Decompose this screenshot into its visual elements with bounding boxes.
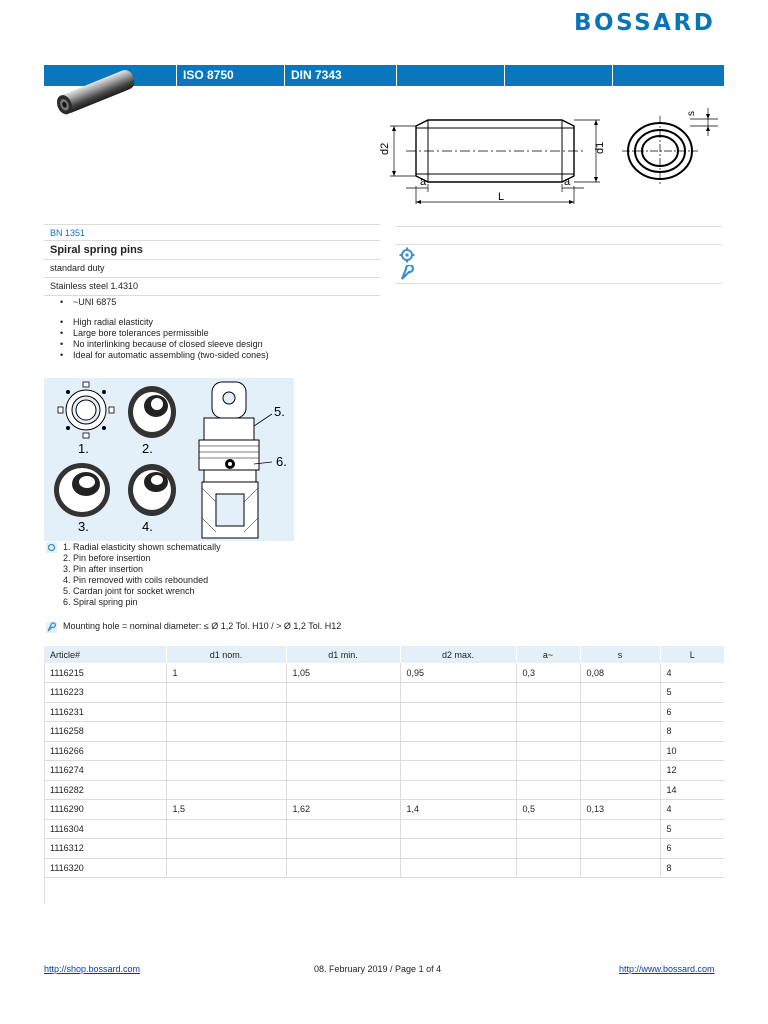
gear-icon [46, 542, 57, 553]
figure-label-2: 2. [142, 441, 153, 456]
cell-d1-min [286, 741, 400, 761]
feature-item: • High radial elasticity [60, 317, 269, 328]
cell-s [580, 683, 660, 703]
cell-a [516, 839, 580, 859]
cell-article: 1116312 [44, 839, 166, 859]
cell-d1-min [286, 683, 400, 703]
cell-s [580, 858, 660, 878]
cell-d2-max [400, 858, 516, 878]
cell-article: 1116304 [44, 819, 166, 839]
cell-d2-max [400, 683, 516, 703]
pin-side-drawing [376, 100, 616, 212]
cell-l: 5 [660, 819, 724, 839]
cell-d1-nom [166, 858, 286, 878]
spring-pin-photo [48, 62, 144, 122]
cell-d2-max [400, 741, 516, 761]
cell-article: 1116274 [44, 761, 166, 781]
table-left-border [44, 663, 45, 903]
table-row [44, 819, 724, 839]
table-row [44, 741, 724, 761]
table-row [44, 663, 724, 683]
standard-din: DIN 7343 [284, 65, 392, 86]
cell-l: 8 [660, 858, 724, 878]
note-item: 6. Spiral spring pin [63, 597, 138, 607]
col-a: a~ [516, 646, 580, 663]
cell-article: 1116258 [44, 722, 166, 742]
cell-s [580, 761, 660, 781]
note-item: 5. Cardan joint for socket wrench [63, 586, 195, 596]
note-item: 2. Pin before insertion [63, 553, 151, 563]
product-subtitle: standard duty [44, 260, 380, 278]
dim-a-right-label: a [564, 176, 571, 188]
wrench-icon [46, 622, 57, 633]
wrench-icon [399, 265, 415, 281]
table-row [44, 761, 724, 781]
cell-d1-min [286, 780, 400, 800]
cell-a: 0,5 [516, 800, 580, 820]
cell-d1-nom [166, 741, 286, 761]
footer-right [619, 964, 715, 974]
cell-l: 6 [660, 702, 724, 722]
feature-item: • Ideal for automatic assembling (two-sided cones) [60, 350, 269, 361]
article-table [44, 646, 724, 878]
cell-s [580, 839, 660, 859]
cell-d1-min [286, 839, 400, 859]
standard-empty-3 [396, 65, 504, 86]
cell-d2-max [400, 702, 516, 722]
cell-d2-max [400, 780, 516, 800]
cell-a [516, 858, 580, 878]
table-row [44, 722, 724, 742]
cell-l: 5 [660, 683, 724, 703]
cell-s [580, 819, 660, 839]
standard-empty-5 [612, 65, 724, 86]
cell-d2-max [400, 819, 516, 839]
cell-article: 1116282 [44, 780, 166, 800]
cell-a [516, 722, 580, 742]
product-code: BN 1351 [44, 224, 380, 241]
feature-item: • No interlinking because of closed sleeve design [60, 339, 269, 350]
dim-a-left-label: a [420, 176, 427, 188]
dim-d2-label: d2 [379, 142, 391, 155]
cell-d2-max [400, 761, 516, 781]
gear-icon [399, 247, 415, 263]
standard-iso: ISO 8750 [176, 65, 284, 86]
cell-d1-min [286, 702, 400, 722]
cell-d2-max [400, 839, 516, 859]
cell-l: 10 [660, 741, 724, 761]
product-info [44, 224, 380, 296]
cell-d1-nom: 1 [166, 663, 286, 683]
table-row [44, 702, 724, 722]
cell-a [516, 819, 580, 839]
standards-bar [44, 65, 724, 86]
mounting-note: Mounting hole = nominal diameter: ≤ Ø 1,2 Tol. H10 / > Ø 1,2 Tol. H12 [63, 621, 342, 631]
cell-article: 1116223 [44, 683, 166, 703]
product-material: Stainless steel 1.4310 [44, 278, 380, 296]
cell-d1-min [286, 858, 400, 878]
cell-d1-nom [166, 761, 286, 781]
standard-ref-list [60, 297, 116, 308]
website-link[interactable]: http://www.bossard.com [619, 964, 715, 974]
col-l: L [660, 646, 724, 663]
cell-s [580, 702, 660, 722]
note-item: 4. Pin removed with coils rebounded [63, 575, 209, 585]
cell-d1-nom: 1,5 [166, 800, 286, 820]
table-header-row [44, 646, 724, 663]
cell-d2-max: 1,4 [400, 800, 516, 820]
note-item: 3. Pin after insertion [63, 564, 144, 574]
col-d1-nom: d1 nom. [166, 646, 286, 663]
property-icons-box [396, 226, 722, 284]
cell-d1-nom [166, 702, 286, 722]
cell-article: 1116215 [44, 663, 166, 683]
cell-d1-min [286, 819, 400, 839]
cell-d1-nom [166, 839, 286, 859]
cell-a [516, 741, 580, 761]
note-item: 1. Radial elasticity shown schematically [63, 542, 221, 552]
feature-list [60, 317, 269, 361]
feature-item: • Large bore tolerances permissible [60, 328, 269, 339]
standard-empty-4 [504, 65, 612, 86]
col-d2-max: d2 max. [400, 646, 516, 663]
footer-left [44, 964, 140, 974]
cell-d1-min: 1,05 [286, 663, 400, 683]
figure-label-5: 5. [274, 404, 285, 419]
cell-a [516, 761, 580, 781]
cell-s: 0,08 [580, 663, 660, 683]
table-row [44, 780, 724, 800]
cell-article: 1116231 [44, 702, 166, 722]
cell-s [580, 722, 660, 742]
application-figure [44, 378, 294, 541]
cell-a: 0,3 [516, 663, 580, 683]
cell-article: 1116320 [44, 858, 166, 878]
cell-d2-max [400, 722, 516, 742]
pin-end-drawing [620, 100, 724, 190]
cell-l: 6 [660, 839, 724, 859]
table-row [44, 839, 724, 859]
cell-d1-nom [166, 683, 286, 703]
product-title: Spiral spring pins [44, 241, 380, 260]
cell-d2-max: 0,95 [400, 663, 516, 683]
dim-l-label: L [498, 191, 505, 203]
cell-s [580, 780, 660, 800]
cell-d1-min [286, 722, 400, 742]
cell-l: 12 [660, 761, 724, 781]
cell-l: 14 [660, 780, 724, 800]
cell-d1-min: 1,62 [286, 800, 400, 820]
col-s: s [580, 646, 660, 663]
cell-d1-nom [166, 819, 286, 839]
cell-s: 0,13 [580, 800, 660, 820]
col-d1-min: d1 min. [286, 646, 400, 663]
cell-a [516, 683, 580, 703]
table-row [44, 800, 724, 820]
dim-d1-label: d1 [594, 141, 606, 154]
dim-s-label: s [686, 111, 697, 116]
cell-s [580, 741, 660, 761]
standard-ref: • ~UNI 6875 [60, 297, 116, 308]
shop-link[interactable]: http://shop.bossard.com [44, 964, 141, 974]
cell-l: 8 [660, 722, 724, 742]
bossard-logo: BOSSARD [574, 10, 716, 36]
cell-d1-nom [166, 780, 286, 800]
figure-label-4: 4. [142, 519, 153, 534]
footer-page-info: 08. February 2019 / Page 1 of 4 [314, 964, 442, 974]
figure-notes [63, 542, 221, 608]
table-row [44, 858, 724, 878]
figure-label-3: 3. [78, 519, 89, 534]
cell-d1-nom [166, 722, 286, 742]
cell-d1-min [286, 761, 400, 781]
figure-label-6: 6. [276, 454, 287, 469]
table-row [44, 683, 724, 703]
cell-article: 1116266 [44, 741, 166, 761]
cell-l: 4 [660, 800, 724, 820]
figure-label-1: 1. [78, 441, 89, 456]
cell-l: 4 [660, 663, 724, 683]
cell-a [516, 780, 580, 800]
cell-article: 1116290 [44, 800, 166, 820]
col-article: Article# [44, 646, 166, 663]
cell-a [516, 702, 580, 722]
